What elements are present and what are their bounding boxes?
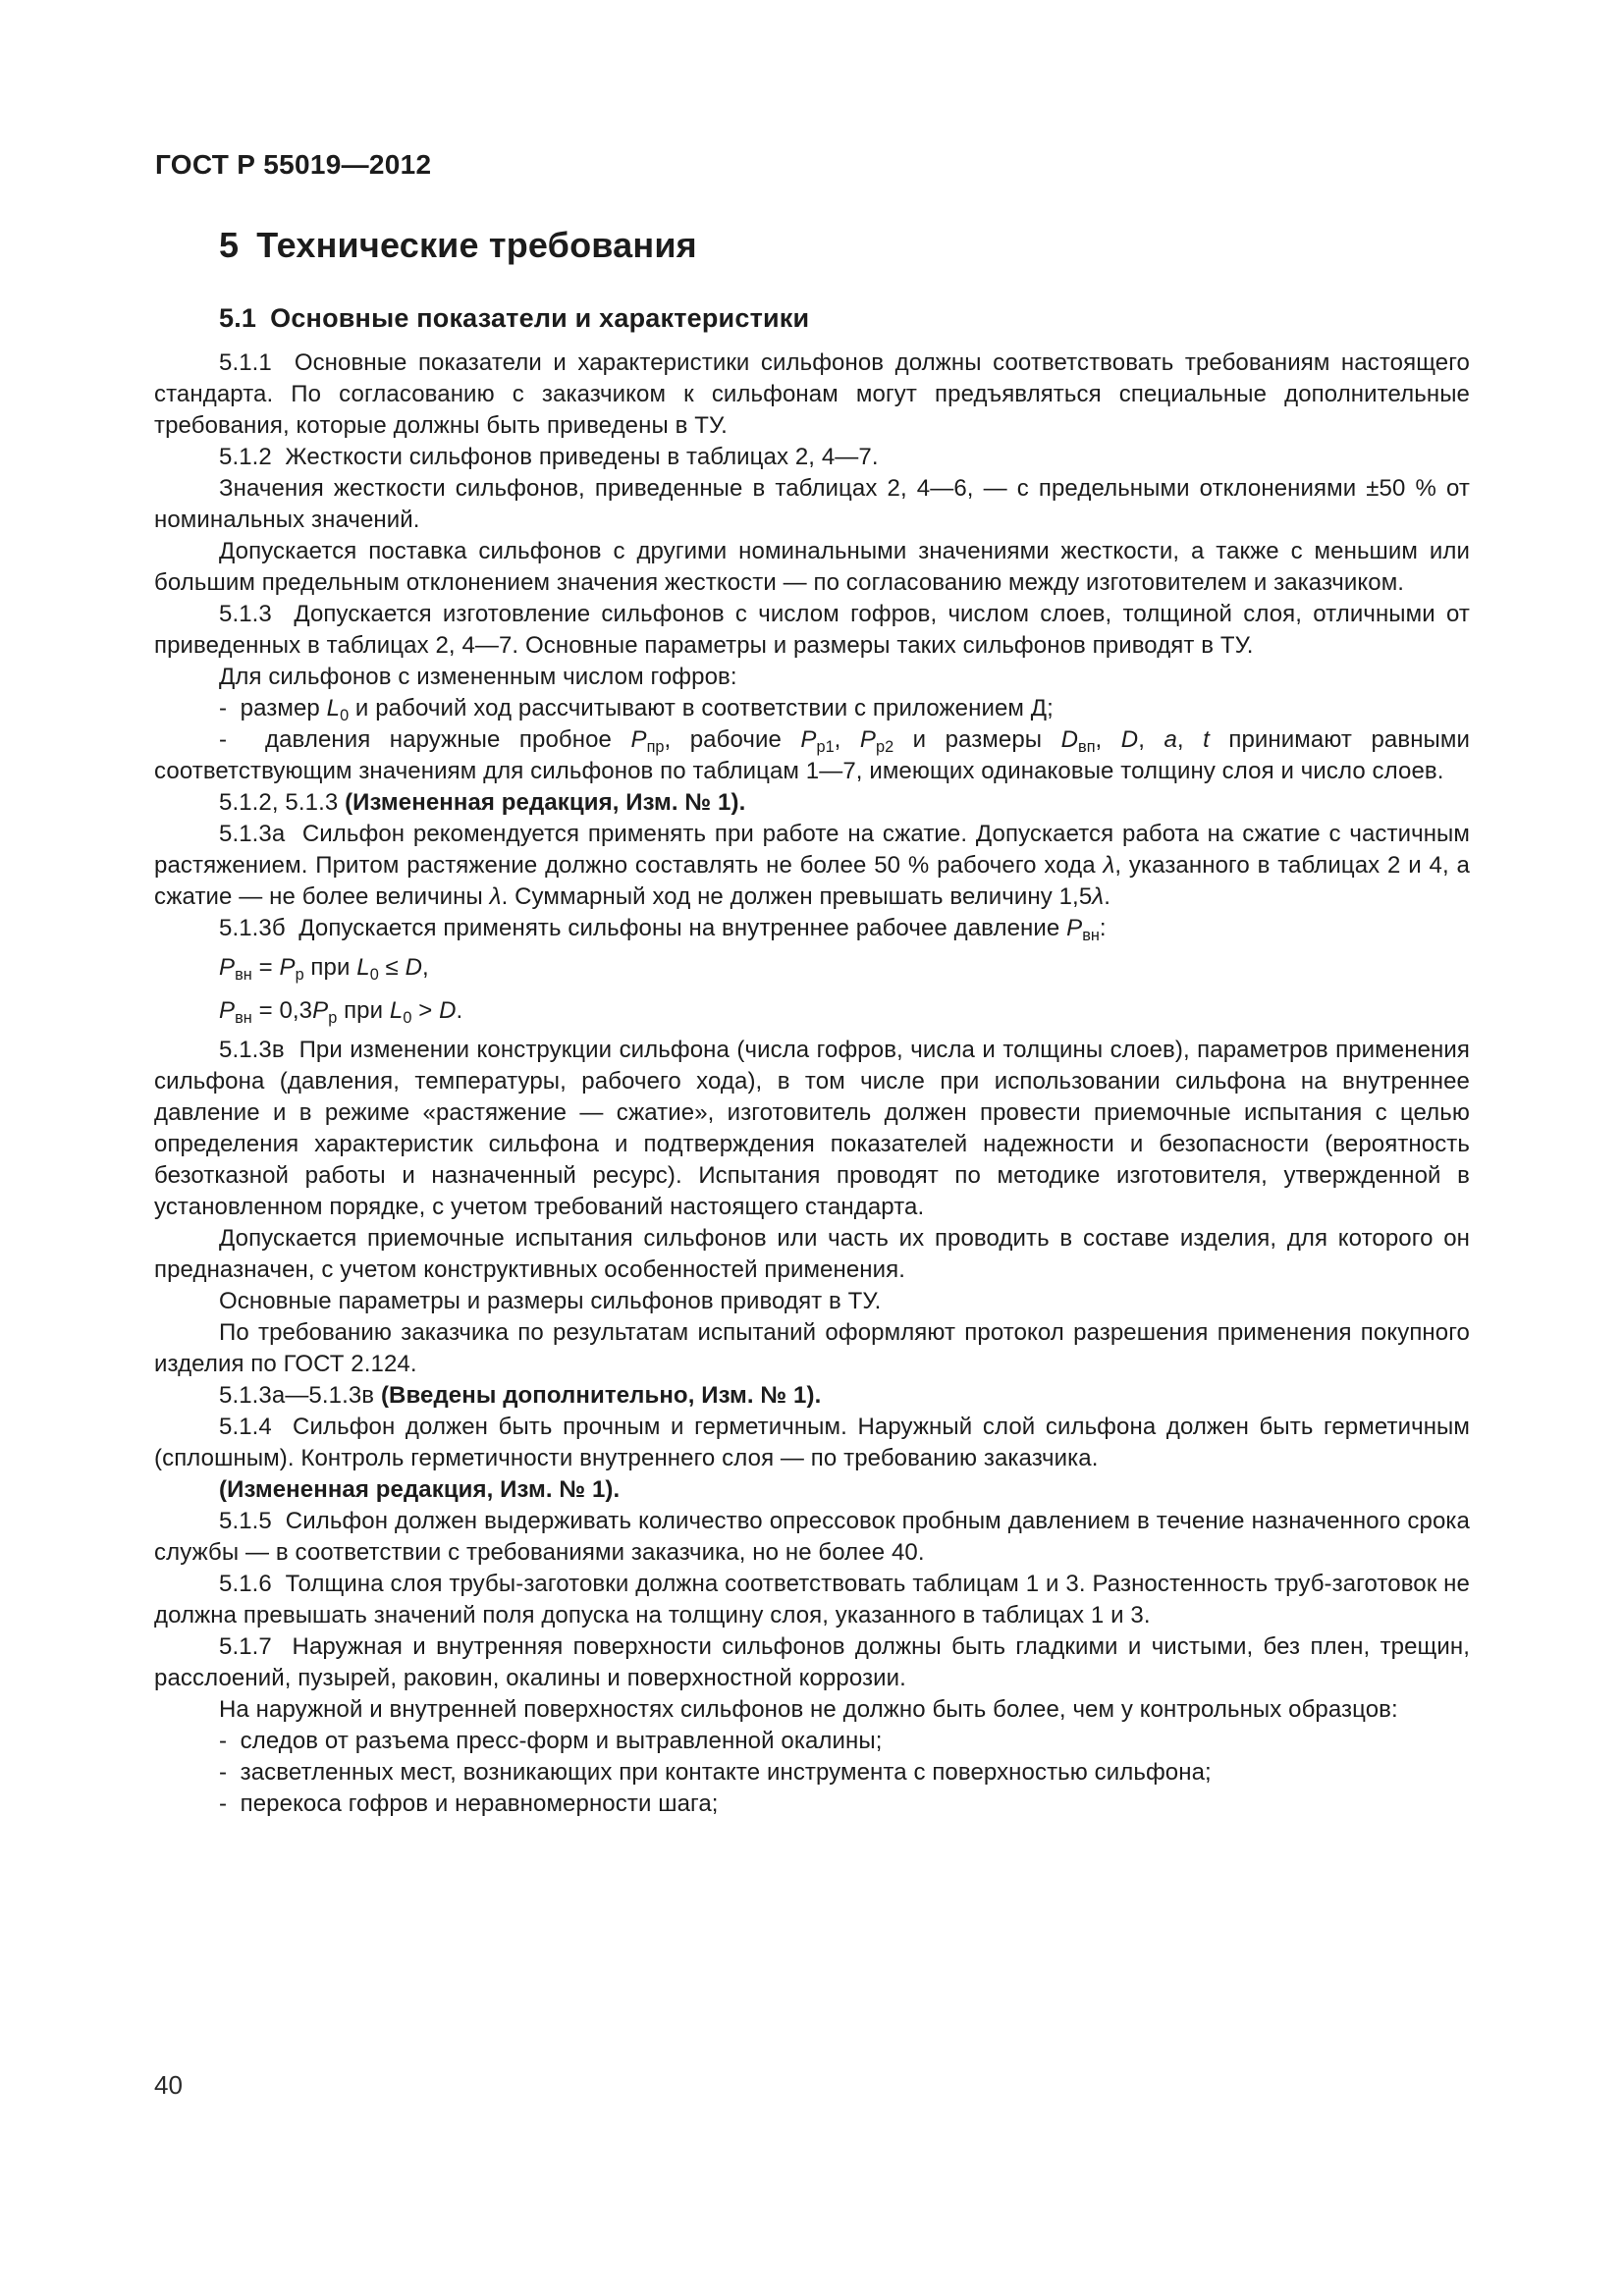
clause-5-1-3b bbox=[154, 913, 1470, 944]
text-run: - засветленных мест, возникающих при контакте инструмента с поверхностью сильфона; bbox=[219, 1759, 1212, 1786]
formula-line-2 bbox=[154, 991, 1470, 1031]
section-title: Технические требования bbox=[256, 225, 697, 265]
text-run: 5.1.3б Допускается применять сильфоны на внутреннее рабочее давление bbox=[219, 915, 1067, 941]
text-run: 5.1.2, 5.1.3 bbox=[219, 789, 346, 816]
list-item-defect-3 bbox=[154, 1789, 1470, 1820]
text-run: (Измененная редакция, Изм. № 1). bbox=[345, 789, 746, 816]
text-run: при bbox=[303, 954, 357, 981]
text-run: P bbox=[859, 726, 876, 753]
text-run: Для сильфонов с измененным числом гофров: bbox=[219, 664, 737, 690]
text-run: L bbox=[389, 997, 404, 1024]
text-run: > bbox=[411, 997, 440, 1024]
text-run: , bbox=[1138, 726, 1164, 753]
amendment-note-5-1-3a-5-1-3v bbox=[154, 1380, 1470, 1412]
text-run: 0 bbox=[340, 706, 350, 724]
text-run: 5.1.4 Сильфон должен быть прочным и герметичным. Наружный слой сильфона должен быть герметичным (сплошным). Контроль герметичности внутреннего слоя — по требованию заказчика. bbox=[154, 1414, 1470, 1471]
amendment-note-5-1-2-5-1-3 bbox=[154, 787, 1470, 819]
amendment-note-5-1-4 bbox=[154, 1474, 1470, 1506]
text-run: 5.1.3в При изменении конструкции сильфона (числа гофров, числа и толщины слоев), параметров применения сильфона (давления, температуры, рабочего хода), в том числе при использовании сильфона на внутреннее давление и в режиме «растяжение — сжатие», изготовитель должен провести приемочные испытания с целью определения характеристик сильфона и подтверждения показателей надежности и безопасности (вероятность безотказной работы и назначенный ресурс). Испытания проводят по методике изготовителя, утвержденной в установленном порядке, с учетом требований настоящего стандарта. bbox=[154, 1037, 1470, 1220]
subsection-number: 5.1 bbox=[219, 303, 257, 333]
text-run: - перекоса гофров и неравномерности шага; bbox=[219, 1790, 719, 1817]
text-run: , bbox=[1176, 726, 1204, 753]
formula-line-1 bbox=[154, 948, 1470, 988]
text-run: D bbox=[439, 997, 457, 1024]
text-run: ≤ bbox=[378, 954, 406, 981]
text-run: P bbox=[800, 726, 817, 753]
text-run: и рабочий ход рассчитывают в соответствии с приложением Д; bbox=[349, 695, 1054, 721]
text-run: . bbox=[1104, 883, 1110, 910]
text-run: р bbox=[295, 965, 304, 984]
text-run: , рабочие bbox=[664, 726, 801, 753]
text-run: 5.1.3а—5.1.3в bbox=[219, 1382, 381, 1409]
text-run: . Суммарный ход не должен превышать величину 1,5 bbox=[501, 883, 1093, 910]
text-run: На наружной и внутренней поверхностях сильфонов не должно быть более, чем у контрольных образцов: bbox=[219, 1696, 1398, 1723]
text-run: 0 bbox=[369, 965, 379, 984]
text-run: и размеры bbox=[893, 726, 1061, 753]
text-run: Значения жесткости сильфонов, приведенные в таблицах 2, 4—6, — с предельными отклонениями ±50 % от номинальных значений. bbox=[154, 475, 1470, 533]
text-run: принимают равными соответствующим значениям для сильфонов по таблицам 1—7, имеющих одинаковые толщину слоя и число слоев. bbox=[154, 726, 1471, 784]
clause-5-1-3v-note-1 bbox=[154, 1223, 1470, 1286]
section-heading bbox=[154, 224, 1470, 267]
text-run: 5.1.2 Жесткости сильфонов приведены в таблицах 2, 4—7. bbox=[219, 444, 879, 470]
page-number: 40 bbox=[154, 2070, 183, 2100]
text-run: . bbox=[456, 997, 463, 1024]
clause-5-1-2-note-2 bbox=[154, 536, 1470, 599]
text-run: D bbox=[405, 954, 423, 981]
text-run: при bbox=[337, 997, 390, 1024]
text-run: - следов от разъема пресс-форм и вытравленной окалины; bbox=[219, 1728, 883, 1754]
text-run: D bbox=[1060, 726, 1079, 753]
clause-5-1-2-note-1 bbox=[154, 473, 1470, 536]
text-run: 5.1.5 Сильфон должен выдерживать количество опрессовок пробным давлением в течение назначенного срока службы — в соответствии с требованиями заказчика, но не более 40. bbox=[154, 1508, 1470, 1566]
text-run: вп bbox=[1078, 737, 1096, 756]
text-run: , bbox=[834, 726, 860, 753]
text-run: 0 bbox=[403, 1008, 412, 1027]
text-run: P bbox=[219, 997, 236, 1024]
text-run: P bbox=[312, 997, 329, 1024]
list-item-defect-1 bbox=[154, 1726, 1470, 1757]
list-item-pressures bbox=[154, 724, 1470, 787]
text-run: 5.1.7 Наружная и внутренняя поверхности сильфонов должны быть гладкими и чистыми, без плен, трещин, расслоений, пузырей, раковин, окалины и поверхностной коррозии. bbox=[154, 1633, 1470, 1691]
text-run: Допускается поставка сильфонов с другими номинальными значениями жесткости, а также с меньшим или большим предельным отклонением значения жесткости — по согласованию между изготовителем и заказчиком. bbox=[154, 538, 1470, 596]
document-content bbox=[154, 224, 1470, 1820]
text-run: р2 bbox=[876, 737, 894, 756]
text-run: λ bbox=[489, 883, 502, 910]
clause-5-1-1 bbox=[154, 347, 1470, 442]
clause-5-1-4 bbox=[154, 1412, 1470, 1474]
text-run: По требованию заказчика по результатам испытаний оформляют протокол разрешения применения покупного изделия по ГОСТ 2.124. bbox=[154, 1319, 1470, 1377]
text-run: 5.1.3 Допускается изготовление сильфонов с числом гофров, числом слоев, толщиной слоя, отличными от приведенных в таблицах 2, 4—7. Основные параметры и размеры таких сильфонов приводят в ТУ. bbox=[154, 601, 1470, 659]
text-run: вн bbox=[235, 1008, 252, 1027]
text-run: L bbox=[356, 954, 370, 981]
text-run: 5.1.1 Основные показатели и характеристики сильфонов должны соответствовать требованиям настоящего стандарта. По согласованию с заказчиком к сильфонам могут предъявляться специальные дополнительные требования, которые должны быть приведены в ТУ. bbox=[154, 349, 1470, 439]
text-run: P bbox=[630, 726, 647, 753]
text-run: Допускается приемочные испытания сильфонов или часть их проводить в составе изделия, для которого он предназначен, с учетом конструктивных особенностей применения. bbox=[154, 1225, 1470, 1283]
text-run: D bbox=[1120, 726, 1139, 753]
text-run: - давления наружные пробное bbox=[219, 726, 631, 753]
text-run: вн bbox=[235, 965, 252, 984]
clause-5-1-3-intro bbox=[154, 662, 1470, 693]
text-run: 5.1.6 Толщина слоя трубы-заготовки должна соответствовать таблицам 1 и 3. Разностенность труб-заготовок не должна превышать значений поля допуска на толщину слоя, указанного в таблицах 1 и 3. bbox=[154, 1571, 1470, 1629]
text-run: , bbox=[1095, 726, 1121, 753]
clause-5-1-7-intro bbox=[154, 1694, 1470, 1726]
text-run: р1 bbox=[816, 737, 835, 756]
text-run: , указанного в таблицах 2 и 4, а сжатие — не более величины bbox=[154, 852, 1470, 910]
text-run: вн bbox=[1082, 926, 1100, 944]
text-run: λ bbox=[1092, 883, 1105, 910]
subsection-heading bbox=[154, 300, 1470, 336]
text-run: - размер bbox=[219, 695, 327, 721]
clause-5-1-6 bbox=[154, 1569, 1470, 1631]
document-body bbox=[154, 347, 1470, 1820]
text-run: t bbox=[1203, 726, 1210, 753]
document-header: ГОСТ Р 55019—2012 bbox=[155, 149, 432, 180]
text-run: пр bbox=[646, 737, 665, 756]
text-run: Основные параметры и размеры сильфонов приводят в ТУ. bbox=[219, 1288, 882, 1314]
text-run: = bbox=[251, 954, 280, 981]
subsection-title: Основные показатели и характеристики bbox=[270, 303, 810, 333]
clause-5-1-7 bbox=[154, 1631, 1470, 1694]
clause-5-1-5 bbox=[154, 1506, 1470, 1569]
section-number: 5 bbox=[219, 225, 240, 265]
text-run: a bbox=[1164, 726, 1177, 753]
text-run: (Измененная редакция, Изм. № 1). bbox=[219, 1476, 621, 1503]
text-run: P bbox=[279, 954, 296, 981]
clause-5-1-3v bbox=[154, 1035, 1470, 1223]
text-run: 5.1.3а Сильфон рекомендуется применять при работе на сжатие. Допускается работа на сжатие с частичным растяжением. Притом растяжение должно составлять не более 50 % рабочего хода bbox=[154, 821, 1470, 879]
clause-5-1-2 bbox=[154, 442, 1470, 473]
text-run: = 0,3 bbox=[251, 997, 313, 1024]
text-run: P bbox=[1066, 915, 1083, 941]
list-item-defect-2 bbox=[154, 1757, 1470, 1789]
clause-5-1-3a bbox=[154, 819, 1470, 913]
clause-5-1-3v-note-3 bbox=[154, 1317, 1470, 1380]
text-run: (Введены дополнительно, Изм. № 1). bbox=[380, 1382, 822, 1409]
clause-5-1-3v-note-2 bbox=[154, 1286, 1470, 1317]
text-run: P bbox=[219, 954, 236, 981]
text-run: λ bbox=[1103, 852, 1115, 879]
list-item-size bbox=[154, 693, 1470, 724]
text-run: р bbox=[328, 1008, 338, 1027]
clause-5-1-3 bbox=[154, 599, 1470, 662]
text-run: L bbox=[326, 695, 341, 721]
text-run: , bbox=[422, 954, 429, 981]
text-run: : bbox=[1099, 915, 1107, 941]
